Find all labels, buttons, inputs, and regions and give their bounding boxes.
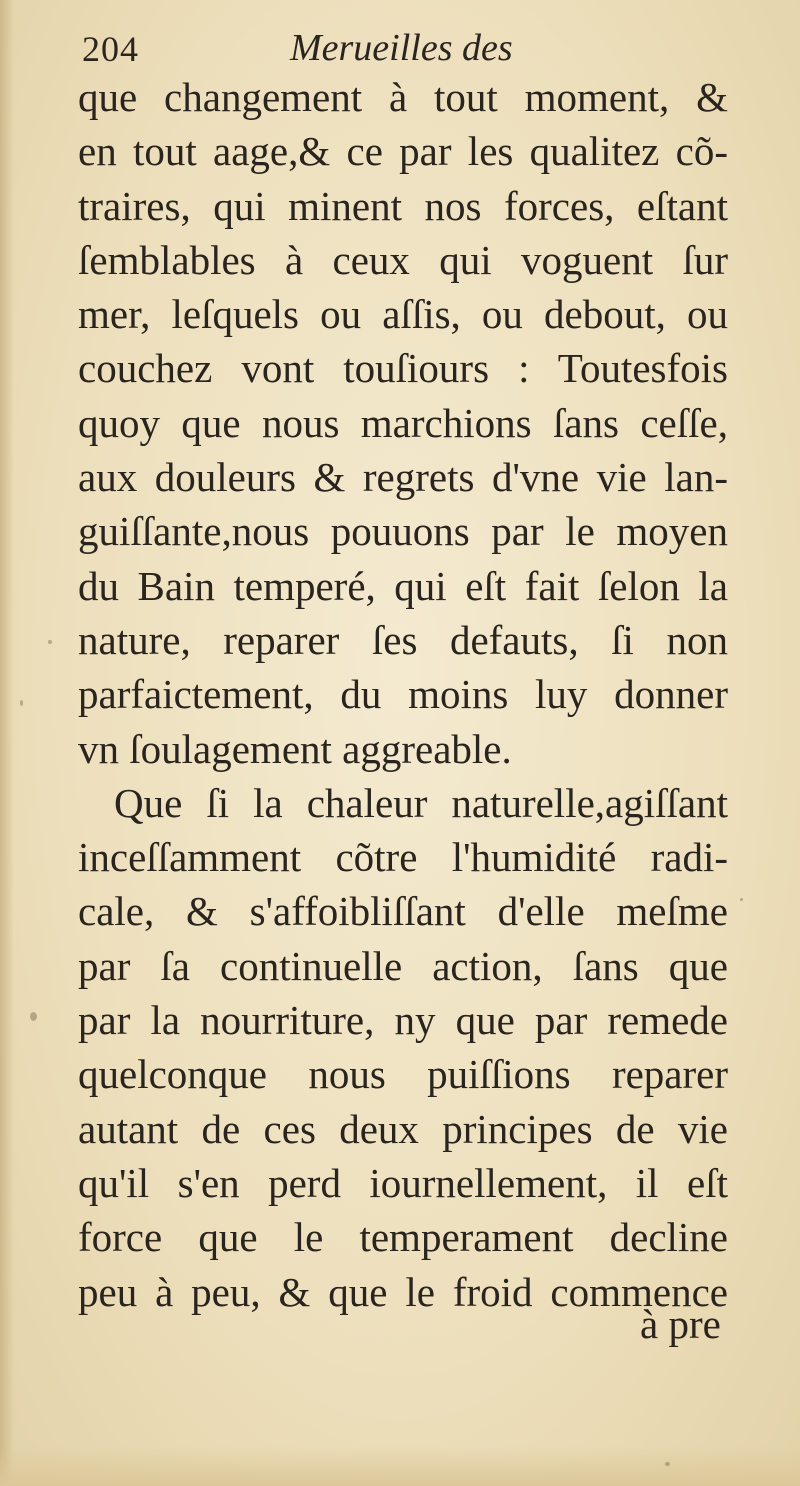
text-line: peu à peu, & que le froid commence xyxy=(78,1268,728,1315)
page-header xyxy=(82,22,732,72)
text-line: aux douleurs & regrets d'vne vie lan- xyxy=(78,454,728,501)
text-line: par ſa continuelle action, ſans que xyxy=(78,942,728,989)
text-line: autant de ces deux principes de vie xyxy=(78,1105,728,1152)
text-line: vn ſoulagement aggreable. xyxy=(78,725,512,772)
page-bottom-shadow xyxy=(0,1446,800,1486)
text-line: Que ſi la chaleur naturelle,agiſſant xyxy=(114,779,728,826)
text-line: que changement à tout moment, & xyxy=(78,74,728,120)
text-line: nature, reparer ſes defauts, ſi non xyxy=(78,616,728,663)
text-line: parfaictement, du moins luy donner xyxy=(78,671,728,718)
page-number: 204 xyxy=(82,29,139,69)
text-line: traires, qui minent nos forces, eſtant xyxy=(78,182,728,229)
text-line: quoy que nous marchions ſans ceſſe, xyxy=(78,399,728,446)
paper-speck xyxy=(48,640,52,644)
page-edge-shadow xyxy=(0,0,14,1486)
body-text xyxy=(78,70,728,1319)
text-line: qu'il s'en perd iournellement, il eſt xyxy=(78,1159,728,1206)
text-line: du Bain temperé, qui eſt fait ſelon la xyxy=(78,562,728,609)
running-title: Merueilles des xyxy=(290,27,513,69)
catchword: à pre xyxy=(640,1301,721,1347)
text-line: force que le temperament decline xyxy=(78,1214,728,1261)
text-line: mer, leſquels ou aſſis, ou debout, ou xyxy=(78,291,728,338)
text-line: en tout aage,& ce par les qualitez cõ- xyxy=(78,128,728,175)
text-line: couchez vont touſiours : Toutesfois xyxy=(78,345,728,392)
paper-speck xyxy=(740,898,743,901)
paper-speck xyxy=(30,1012,37,1021)
text-line: quelconque nous puiſſions reparer xyxy=(78,1051,728,1098)
text-line: guiſſante,nous pouuons par le moyen xyxy=(78,508,728,555)
text-line: ſemblables à ceux qui voguent ſur xyxy=(78,236,728,283)
text-line: par la nourriture, ny que par remede xyxy=(78,997,728,1044)
paper-speck xyxy=(20,700,23,706)
text-line: cale, & s'affoibliſſant d'elle meſme xyxy=(78,888,728,935)
text-line: inceſſamment cõtre l'humidité radi- xyxy=(78,834,728,881)
paper-speck xyxy=(665,1462,670,1466)
